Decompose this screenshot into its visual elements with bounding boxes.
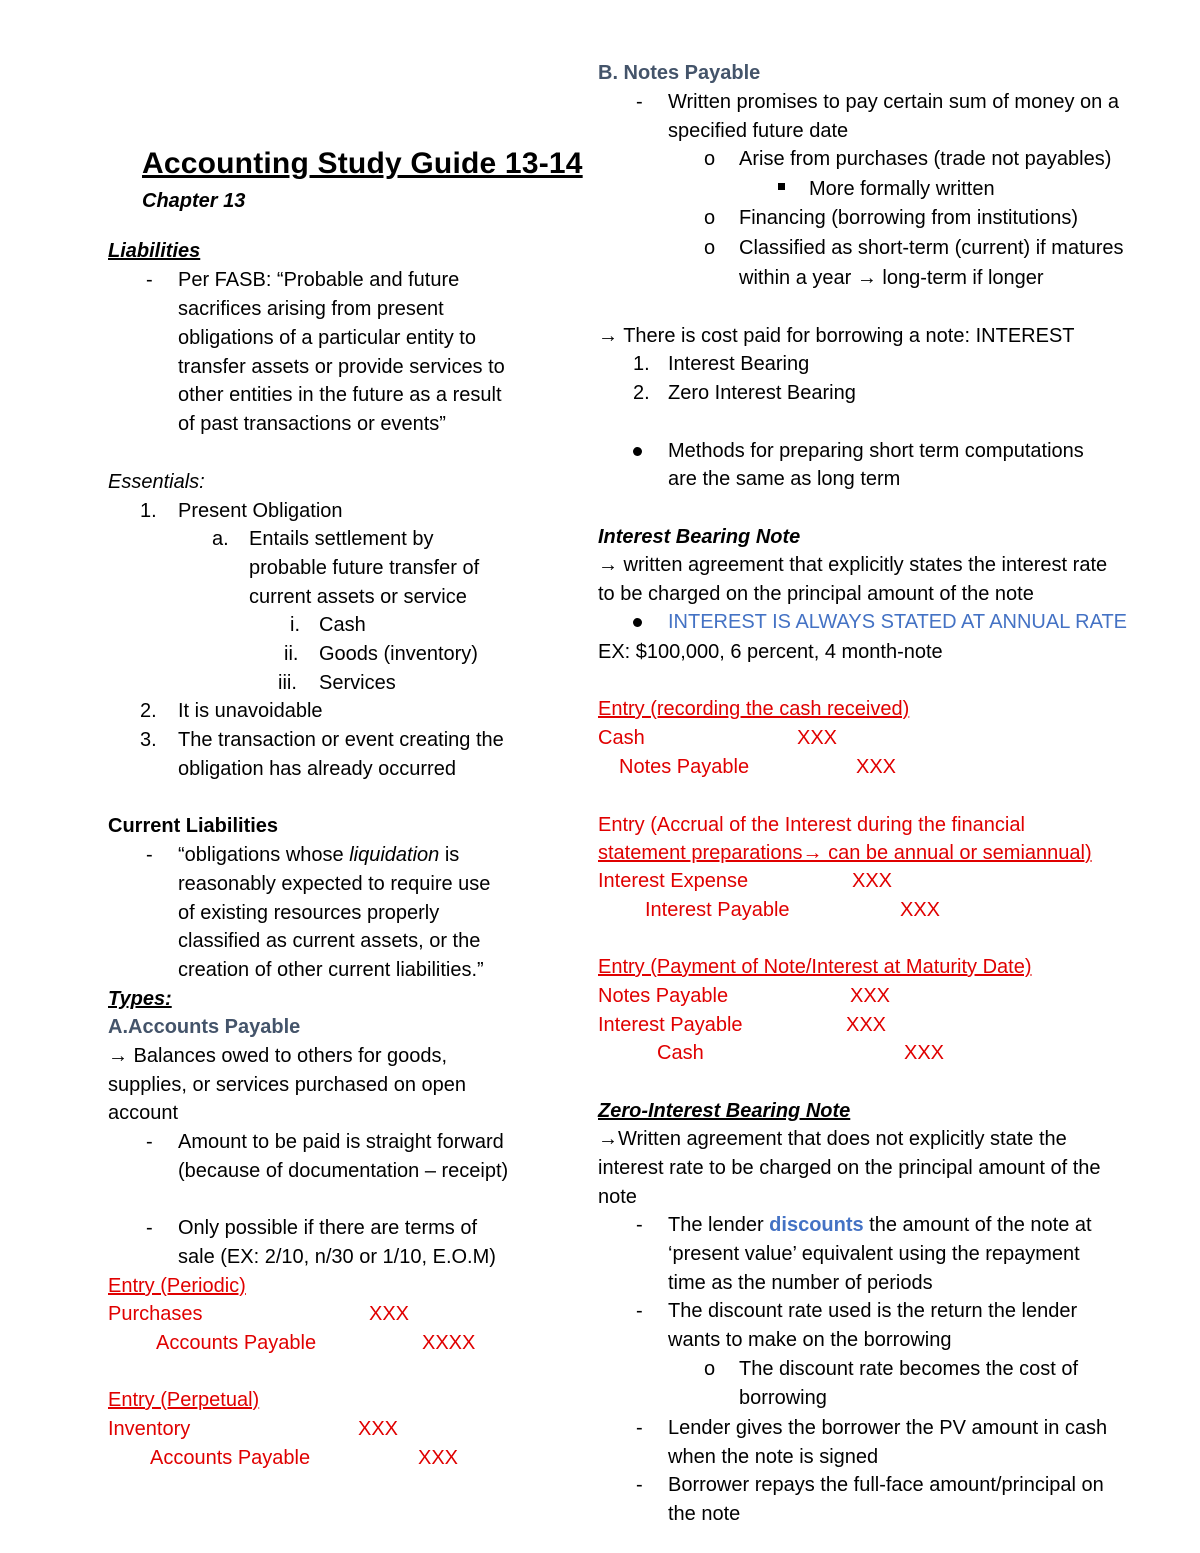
entry-debit-account: Cash <box>598 727 645 749</box>
zib-bullet-line: time as the number of periods <box>668 1272 933 1294</box>
methods-line: Methods for preparing short term computations <box>668 440 1084 462</box>
zib-bullet-line: Borrower repays the full-face amount/principal on <box>668 1474 1104 1496</box>
essentials-heading: Essentials: <box>108 471 205 493</box>
round-bullet <box>633 618 642 627</box>
list-roman: i. <box>290 614 300 636</box>
circle-bullet: o <box>704 148 716 170</box>
list-number: 2. <box>633 382 650 404</box>
dash-bullet: - <box>636 1214 643 1236</box>
entry-debit-amount: XXX <box>358 1418 399 1440</box>
entry-accrual-heading: statement preparations→ can be annual or semiannual) <box>598 842 1092 864</box>
ap-bullet-line: Amount to be paid is straight forward <box>178 1131 504 1153</box>
dash-bullet: - <box>636 1300 643 1322</box>
entry-debit-amount: XXX <box>797 727 838 749</box>
ib-desc-line: to be charged on the principal amount of the note <box>598 583 1034 605</box>
fasb-line: obligations of a particular entity to <box>178 327 476 349</box>
zib-bullet-line: when the note is signed <box>668 1446 879 1468</box>
ib-example: EX: $100,000, 6 percent, 4 month-note <box>598 641 943 663</box>
np-sub-item: Financing (borrowing from institutions) <box>739 207 1079 229</box>
np-def-line: Written promises to pay certain sum of money on a <box>668 91 1119 113</box>
fasb-line: Per FASB: “Probable and future <box>178 269 460 291</box>
dash-bullet: - <box>146 269 153 291</box>
list-number: 3. <box>140 729 157 751</box>
current-def-line: of existing resources properly <box>178 902 440 924</box>
entry-credit-amount: XXXX <box>422 1332 476 1354</box>
square-bullet <box>778 183 785 190</box>
zero-interest-heading: Zero-Interest Bearing Note <box>598 1100 851 1122</box>
fasb-line: other entities in the future as a result <box>178 384 502 406</box>
dash-bullet: - <box>146 1131 153 1153</box>
zib-bullet-line: The discount rate used is the return the lender <box>668 1300 1078 1322</box>
np-sub-item: Classified as short-term (current) if matures <box>739 237 1124 259</box>
entry-credit-amount: XXX <box>856 756 897 778</box>
current-def-line: creation of other current liabilities.” <box>178 959 484 981</box>
round-bullet <box>633 447 642 456</box>
essential-item-3: obligation has already occurred <box>178 758 456 780</box>
ap-bullet-line: (because of documentation – receipt) <box>178 1160 509 1182</box>
zib-desc-line: note <box>598 1186 637 1208</box>
methods-line: are the same as long term <box>668 468 901 490</box>
entry-perpetual-heading: Entry (Perpetual) <box>108 1389 260 1411</box>
dash-bullet: - <box>636 1474 643 1496</box>
entry-credit-account: Interest Payable <box>645 899 790 921</box>
notes-payable-heading: B. Notes Payable <box>598 62 761 84</box>
zib-desc-line: interest rate to be charged on the principal amount of the <box>598 1157 1101 1179</box>
essential-sub-line: probable future transfer of <box>249 557 480 579</box>
circle-bullet: o <box>704 1358 716 1380</box>
chapter-label: Chapter 13 <box>142 190 246 212</box>
entry-debit-account: Inventory <box>108 1418 191 1440</box>
ap-bullet-line: sale (EX: 2/10, n/30 or 1/10, E.O.M) <box>178 1246 496 1268</box>
interest-type-2: Zero Interest Bearing <box>668 382 856 404</box>
essential-roman-3: Services <box>319 672 396 694</box>
entry-debit-account: Notes Payable <box>598 985 729 1007</box>
entry-credit-account: Notes Payable <box>619 756 750 778</box>
fasb-line: transfer assets or provide services to <box>178 356 505 378</box>
entry-periodic-heading: Entry (Periodic) <box>108 1275 246 1297</box>
list-roman: iii. <box>278 672 297 694</box>
circle-bullet: o <box>704 207 716 229</box>
zib-bullet-line: wants to make on the borrowing <box>668 1329 952 1351</box>
list-number: 1. <box>140 500 157 522</box>
list-roman: ii. <box>284 643 299 665</box>
ap-desc-line: account <box>108 1102 179 1124</box>
dash-bullet: - <box>146 1217 153 1239</box>
zib-sub-line: The discount rate becomes the cost of <box>739 1358 1079 1380</box>
np-sub-item: within a year → long-term if longer <box>739 267 1044 289</box>
entry-debit-account: Interest Expense <box>598 870 749 892</box>
fasb-line: sacrifices arising from present <box>178 298 444 320</box>
entry-cash-heading: Entry (recording the cash received) <box>598 698 910 720</box>
dash-bullet: - <box>636 1417 643 1439</box>
entry-debit-account: Interest Payable <box>598 1014 743 1036</box>
entry-credit-account: Accounts Payable <box>150 1447 311 1469</box>
np-def-line: specified future date <box>668 120 849 142</box>
current-def-line: reasonably expected to require use <box>178 873 491 895</box>
zib-desc-line: →Written agreement that does not explicitly state the <box>598 1128 1067 1150</box>
zib-bullet-line: the note <box>668 1503 741 1525</box>
essential-item-3: The transaction or event creating the <box>178 729 504 751</box>
current-def-line: “obligations whose liquidation is <box>178 844 460 866</box>
fasb-line: of past transactions or events” <box>178 413 446 435</box>
essential-roman-1: Cash <box>319 614 366 636</box>
ap-bullet-line: Only possible if there are terms of <box>178 1217 478 1239</box>
list-letter: a. <box>212 528 229 550</box>
ib-desc-line: → written agreement that explicitly states the interest rate <box>598 554 1108 576</box>
entry-debit-amount: XXX <box>852 870 893 892</box>
dash-bullet: - <box>636 91 643 113</box>
essential-roman-2: Goods (inventory) <box>319 643 478 665</box>
dash-bullet: - <box>146 844 153 866</box>
entry-accrual-heading: Entry (Accrual of the Interest during the financial <box>598 814 1025 836</box>
types-heading: Types: <box>108 988 172 1010</box>
entry-credit-amount: XXX <box>904 1042 945 1064</box>
entry-debit-amount: XXX <box>846 1014 887 1036</box>
essential-sub-line: current assets or service <box>249 586 467 608</box>
zib-bullet-line: Lender gives the borrower the PV amount in cash <box>668 1417 1108 1439</box>
ap-desc-line: supplies, or services purchased on open <box>108 1074 466 1096</box>
annual-rate-note: INTEREST IS ALWAYS STATED AT ANNUAL RATE <box>668 611 1127 633</box>
np-sub-item: Arise from purchases (trade not payables) <box>739 148 1112 170</box>
entry-credit-amount: XXX <box>418 1447 459 1469</box>
list-number: 1. <box>633 353 650 375</box>
accounts-payable-heading: A.Accounts Payable <box>108 1016 301 1038</box>
essential-item-1: Present Obligation <box>178 500 343 522</box>
zib-sub-line: borrowing <box>739 1387 827 1409</box>
essential-item-2: It is unavoidable <box>178 700 323 722</box>
page-title: Accounting Study Guide 13-14 <box>142 147 583 180</box>
interest-bearing-heading: Interest Bearing Note <box>598 526 801 548</box>
entry-payment-heading: Entry (Payment of Note/Interest at Maturity Date) <box>598 956 1032 978</box>
np-sub-sub-item: More formally written <box>809 178 995 200</box>
interest-cost-line: → There is cost paid for borrowing a note: INTEREST <box>598 325 1075 347</box>
essential-sub-line: Entails settlement by <box>249 528 434 550</box>
current-def-line: classified as current assets, or the <box>178 930 481 952</box>
entry-credit-account: Accounts Payable <box>156 1332 317 1354</box>
zib-bullet-line: ‘present value’ equivalent using the repayment <box>668 1243 1080 1265</box>
interest-type-1: Interest Bearing <box>668 353 810 375</box>
entry-credit-amount: XXX <box>900 899 941 921</box>
entry-debit-amount: XXX <box>369 1303 410 1325</box>
entry-credit-account: Cash <box>657 1042 704 1064</box>
entry-debit-amount: XXX <box>850 985 891 1007</box>
current-liabilities-heading: Current Liabilities <box>108 815 279 837</box>
zib-bullet-line: The lender discounts the amount of the note at <box>668 1214 1092 1236</box>
entry-debit-account: Purchases <box>108 1303 203 1325</box>
ap-desc-line: → Balances owed to others for goods, <box>108 1045 448 1067</box>
circle-bullet: o <box>704 237 716 259</box>
liabilities-heading: Liabilities <box>108 240 201 262</box>
list-number: 2. <box>140 700 157 722</box>
